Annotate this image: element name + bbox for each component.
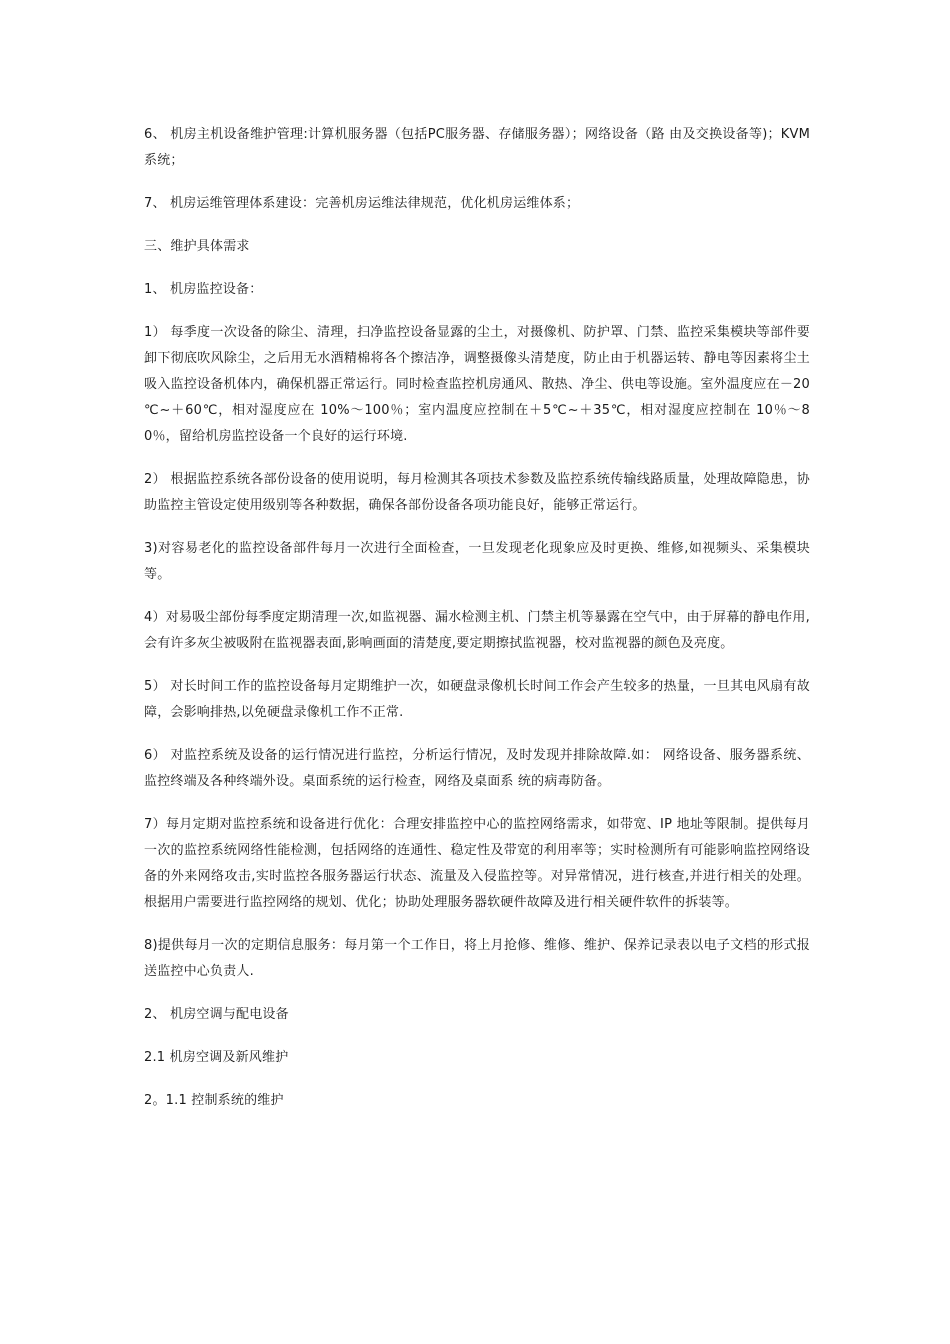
section-heading-maintenance-requirements: 三、维护具体需求: [144, 239, 250, 254]
paragraph-item-2-monthly-testing: 2） 根据监控系统各部份设备的使用说明，每月检测其各项技术参数及监控系统传输线路质量，处理故障隐患，协助监控主管设定使用级别等各种数据，确保各部份设备各项功能良好，能够正常运行。: [144, 472, 810, 513]
paragraph-item-5-long-running-equipment: 5） 对长时间工作的监控设备每月定期维护一次，如硬盘录像机长时间工作会产生较多的热量，一旦其电风扇有故障，会影响排热,以免硬盘录像机工作不正常.: [144, 679, 810, 720]
paragraph-item-4-dust-cleaning: 4）对易吸尘部份每季度定期清理一次,如监视器、漏水检测主机、门禁主机等暴露在空气中，由于屏幕的静电作用,会有许多灰尘被吸附在监视器表面,影响画面的清楚度,要定期擦拭监视器，校对监视器的颜色及亮度。: [144, 610, 810, 651]
paragraph-item-8-information-service: 8)提供每月一次的定期信息服务：每月第一个工作日，将上月抢修、维修、维护、保养记录表以电子文档的形式报送监控中心负责人.: [144, 938, 810, 979]
paragraph-host-equipment-maintenance: 6、 机房主机设备维护管理:计算机服务器（包括PC服务器、存储服务器）；网络设备（路 由及交换设备等)；KVM 系统；: [144, 127, 810, 168]
paragraph-item-7-optimization: 7）每月定期对监控系统和设备进行优化：合理安排监控中心的监控网络需求，如带宽、IP 地址等限制。提供每月一次的监控系统网络性能检测，包括网络的连通性、稳定性及带宽的利用率等；实时检测所有可能影响监控网络设备的外来网络攻击,实时监控各服务器运行状态、流量及入侵监控等。对异常情况，进行核查,并进行相关的处理。根据用户需要进行监控网络的规划、优化；协助处理服务器软硬件故障及进行相关硬件软件的拆装等。: [144, 817, 810, 910]
subheading-control-system: 2。1.1 控制系统的维护: [144, 1093, 284, 1108]
paragraph-item-6-system-monitoring: 6） 对监控系统及设备的运行情况进行监控，分析运行情况，及时发现并排除故障.如： 网络设备、服务器系统、监控终端及各种终端外设。桌面系统的运行检查，网络及桌面系 统的病毒防备。: [144, 748, 810, 789]
paragraph-operations-management-system: 7、 机房运维管理体系建设：完善机房运维法律规范，优化机房运维体系；: [144, 196, 580, 211]
paragraph-item-3-aging-parts: 3)对容易老化的监控设备部件每月一次进行全面检查，一旦发现老化现象应及时更换、维修,如视频头、采集模块等。: [144, 541, 810, 582]
document-body: [144, 122, 810, 1131]
paragraph-item-1-cleaning: 1） 每季度一次设备的除尘、清理，扫净监控设备显露的尘土，对摄像机、防护罩、门禁、监控采集模块等部件要卸下彻底吹风除尘，之后用无水酒精棉将各个擦洁净，调整摄像头清楚度，防止由于机器运转、静电等因素将尘土吸入监控设备机体内，确保机器正常运行。同时检查监控机房通风、散热、净尘、供电等设施。室外温度应在－20 ℃~＋60℃，相对湿度应在 10%～100％；室内温度应控制在＋5℃~＋35℃，相对湿度应控制在 10％～80％，留给机房监控设备一个良好的运行环境.: [144, 325, 810, 444]
subheading-air-conditioning-power: 2、 机房空调与配电设备: [144, 1007, 289, 1022]
subheading-ac-fresh-air: 2.1 机房空调及新风维护: [144, 1050, 289, 1065]
subheading-monitoring-equipment: 1、 机房监控设备：: [144, 282, 263, 297]
